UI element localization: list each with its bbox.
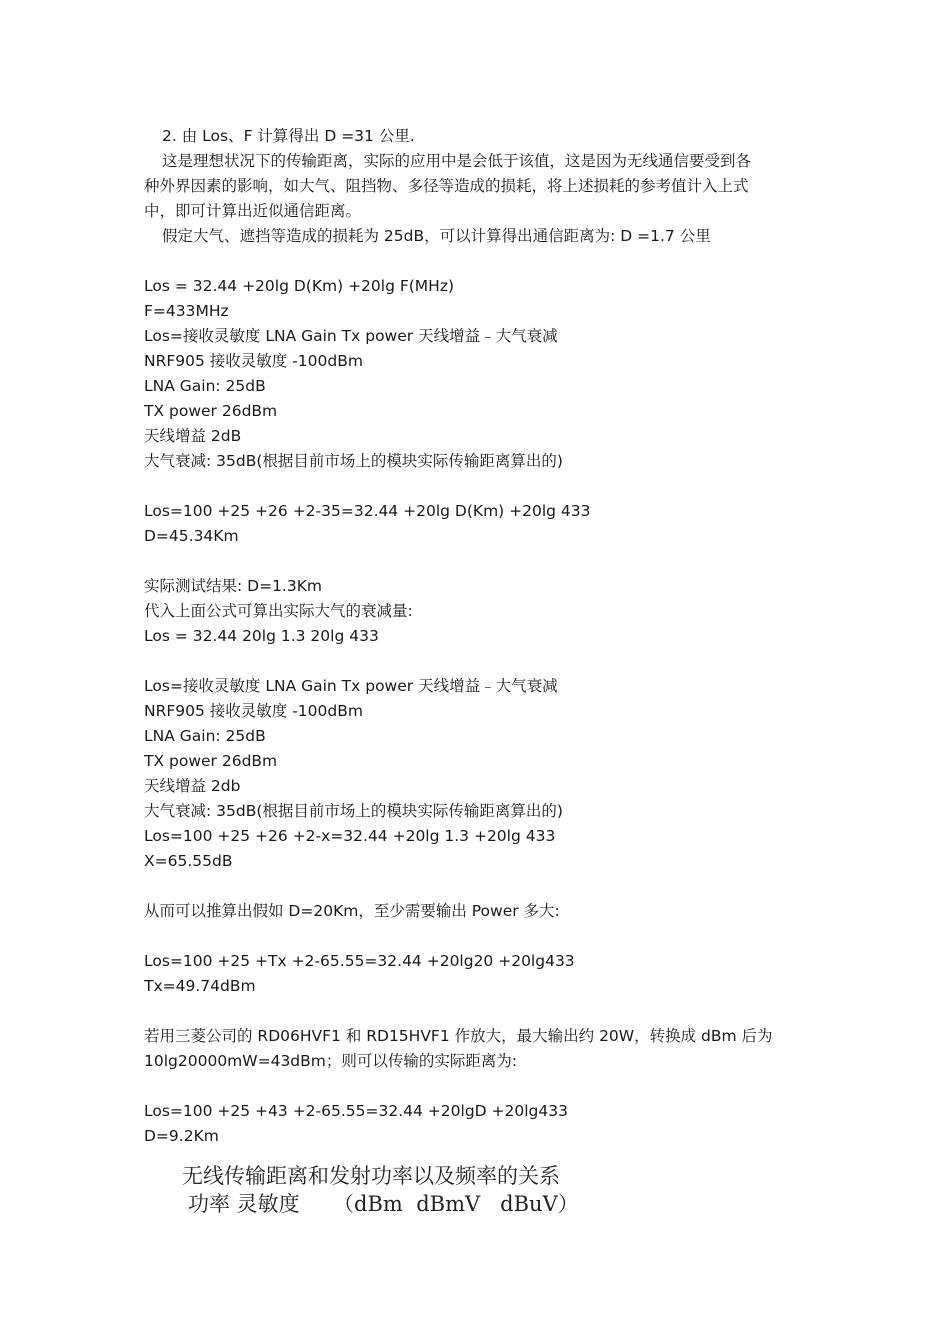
text-line: 2. 由 Los、F 计算得出 D =31 公里.: [162, 127, 415, 145]
text-line: Los = 32.44 20lg 1.3 20lg 433: [144, 627, 379, 645]
text-line: Los=100 +25 +26 +2-35=32.44 +20lg D(Km) +20lg 433: [144, 502, 591, 520]
text-line: 这是理想状况下的传输距离，实际的应用中是会低于该值，这是因为无线通信要受到各: [162, 152, 752, 170]
text-line: 若用三菱公司的 RD06HVF1 和 RD15HVF1 作放大，最大输出约 20W，转换成 dBm 后为: [144, 1027, 773, 1045]
blank-line: [144, 549, 804, 574]
text-line: NRF905 接收灵敏度 -100dBm: [144, 352, 363, 370]
text-line: Los=接收灵敏度 LNA Gain Tx power 天线增益﹣大气衰减: [144, 677, 558, 695]
text-line: 种外界因素的影响，如大气、阻挡物、多径等造成的损耗，将上述损耗的参考值计入上式: [144, 177, 749, 195]
text-line: Los=100 +25 +43 +2-65.55=32.44 +20lgD +20lg433: [144, 1102, 568, 1120]
text-line: 大气衰减: 35dB(根据目前市场上的模块实际传输距离算出的): [144, 802, 563, 820]
text-line: LNA Gain: 25dB: [144, 377, 266, 395]
text-line: Los = 32.44 +20lg D(Km) +20lg F(MHz): [144, 277, 455, 295]
text-line: 代入上面公式可算出实际大气的衰减量:: [144, 602, 413, 620]
text-line: 大气衰减: 35dB(根据目前市场上的模块实际传输距离算出的): [144, 452, 563, 470]
text-line: F=433MHz: [144, 302, 229, 320]
blank-line: [144, 249, 804, 274]
text-line: 10lg20000mW=43dBm；则可以传输的实际距离为:: [144, 1052, 518, 1070]
text-line: Los=接收灵敏度 LNA Gain Tx power 天线增益﹣大气衰减: [144, 327, 558, 345]
heading-subtitle: 功率 灵敏度 （dBm dBmV dBuV）: [188, 1192, 579, 1216]
text-line: LNA Gain: 25dB: [144, 727, 266, 745]
section-heading: [182, 1162, 782, 1218]
text-line: 中，即可计算出近似通信距离。: [144, 202, 362, 220]
text-line: 假定大气、遮挡等造成的损耗为 25dB，可以计算得出通信距离为: D =1.7 公里: [162, 227, 711, 245]
text-line: D=45.34Km: [144, 527, 239, 545]
text-line: NRF905 接收灵敏度 -100dBm: [144, 702, 363, 720]
document-body: [144, 124, 804, 1149]
blank-line: [144, 999, 804, 1024]
text-line: Los=100 +25 +Tx +2-65.55=32.44 +20lg20 +20lg433: [144, 952, 575, 970]
blank-line: [144, 1074, 804, 1099]
text-line: Tx=49.74dBm: [144, 977, 256, 995]
blank-line: [144, 474, 804, 499]
text-line: 从而可以推算出假如 D=20Km，至少需要输出 Power 多大:: [144, 902, 560, 920]
text-line: 天线增益 2db: [144, 777, 241, 795]
text-line: 实际测试结果: D=1.3Km: [144, 577, 322, 595]
text-line: X=65.55dB: [144, 852, 233, 870]
text-line: Los=100 +25 +26 +2-x=32.44 +20lg 1.3 +20lg 433: [144, 827, 556, 845]
text-line: TX power 26dBm: [144, 402, 278, 420]
text-line: 天线增益 2dB: [144, 427, 242, 445]
text-line: TX power 26dBm: [144, 752, 278, 770]
heading-title: 无线传输距离和发射功率以及频率的关系: [182, 1164, 560, 1188]
blank-line: [144, 874, 804, 899]
blank-line: [144, 924, 804, 949]
blank-line: [144, 649, 804, 674]
text-line: D=9.2Km: [144, 1127, 219, 1145]
